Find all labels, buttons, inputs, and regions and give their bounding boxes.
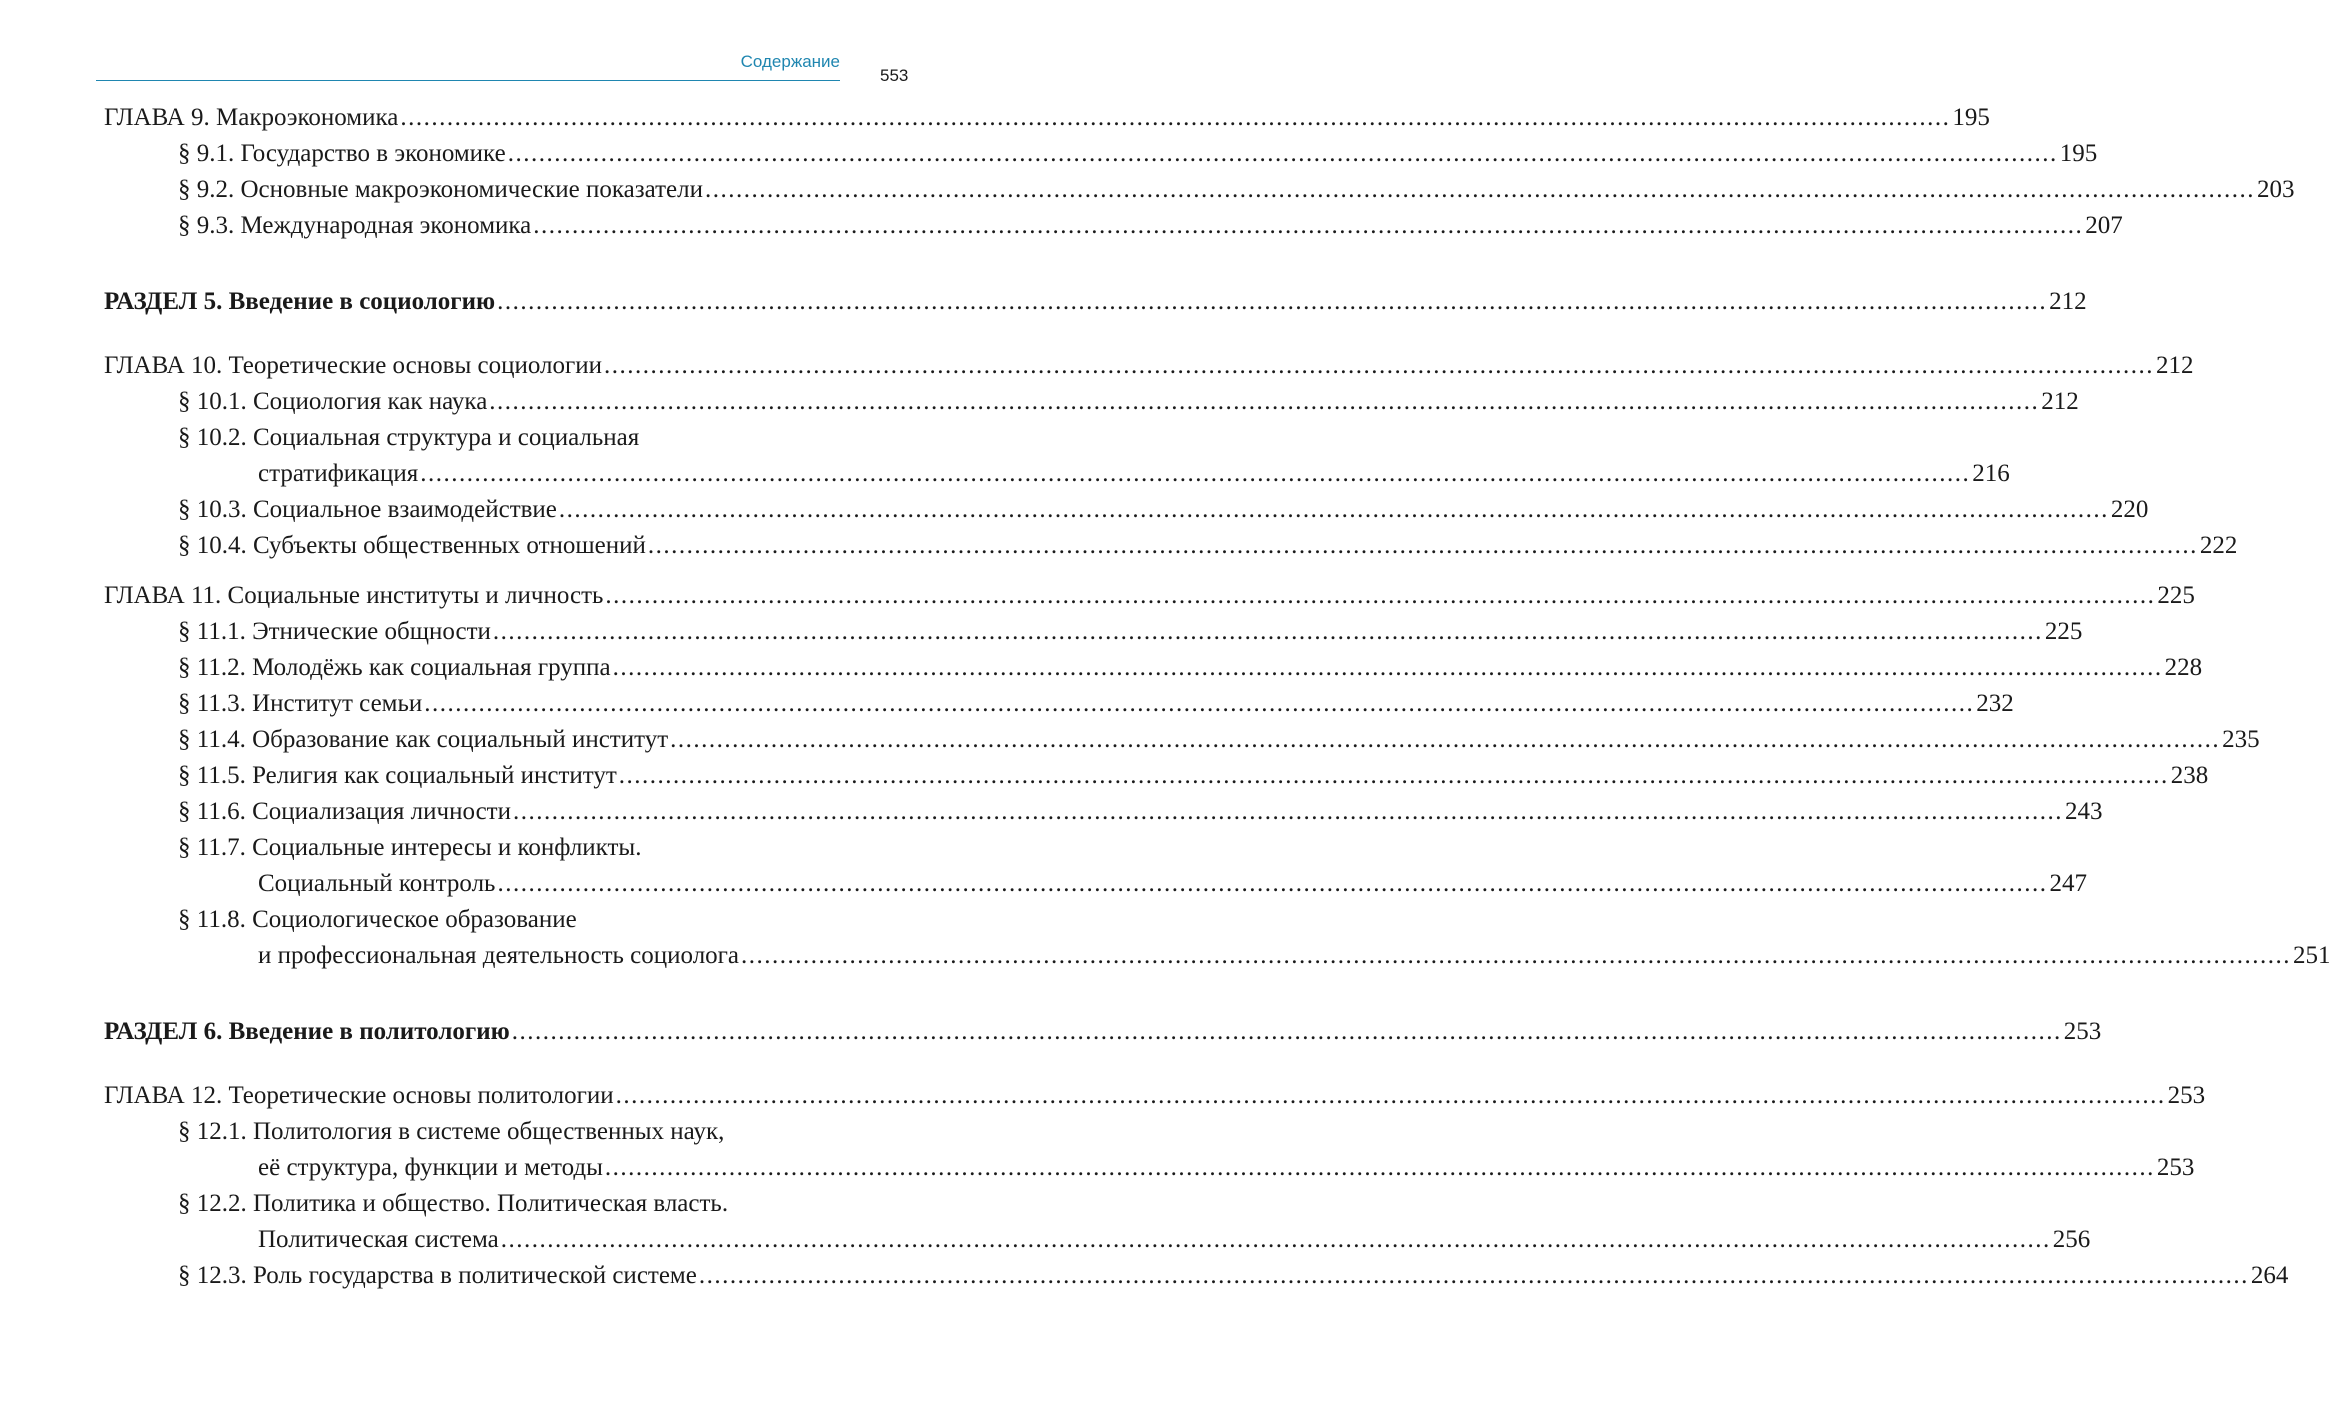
dot-leader: ........................................................................................................................................................................................................	[558, 496, 2109, 523]
toc-paragraph-9-3[interactable]	[104, 208, 2123, 244]
toc-entry-title: ГЛАВА 11. Социальные институты и личность	[104, 582, 604, 609]
dot-leader: ........................................................................................................................................................................................................	[511, 1018, 2062, 1045]
toc-entry-title: Социальный контроль	[258, 870, 496, 897]
toc-entry-title: § 12.3. Роль государства в политической системе	[178, 1262, 697, 1289]
toc-paragraph-12-3[interactable]	[104, 1258, 2289, 1294]
toc-entry-title: § 9.2. Основные макроэкономические показатели	[178, 176, 703, 203]
toc-paragraph-9-1[interactable]	[104, 136, 2098, 172]
toc-paragraph-12-1-line1[interactable]: § 12.1. Политология в системе общественных наук,	[178, 1118, 725, 1145]
dot-leader: ........................................................................................................................................................................................................	[604, 1154, 2155, 1181]
toc-paragraph-12-2[interactable]	[104, 1222, 2091, 1258]
dot-leader: ........................................................................................................................................................................................................	[612, 654, 2163, 681]
dot-leader: ........................................................................................................................................................................................................	[497, 288, 2048, 315]
toc-paragraph-11-6[interactable]	[104, 794, 2103, 830]
toc-chapter-10[interactable]	[104, 348, 2194, 384]
dot-leader: ........................................................................................................................................................................................................	[698, 1262, 2249, 1289]
dot-leader: ........................................................................................................................................................................................................	[500, 1226, 2051, 1253]
dot-leader: ........................................................................................................................................................................................................	[424, 690, 1975, 717]
toc-entry-title: ГЛАВА 9. Макроэкономика	[104, 104, 399, 131]
toc-paragraph-11-2[interactable]	[104, 650, 2203, 686]
toc-chapter-11[interactable]	[104, 578, 2195, 614]
toc-chapter-9[interactable]	[104, 100, 1990, 136]
toc-entry-page: 253	[2156, 1154, 2195, 1181]
toc-entry-page: 225	[2044, 618, 2083, 645]
toc-chapter-12[interactable]	[104, 1078, 2206, 1114]
toc-entry-page: 203	[2256, 176, 2295, 203]
toc-entry-page: 212	[2041, 388, 2079, 415]
dot-leader: ........................................................................................................................................................................................................	[615, 1082, 2166, 1109]
toc-entry-page: 207	[2085, 212, 2123, 239]
dot-leader: ........................................................................................................................................................................................................	[670, 726, 2221, 753]
running-header-title: Содержание	[740, 52, 840, 71]
toc-entry-title: и профессиональная деятельность социолога	[258, 942, 740, 969]
page-number: 553	[880, 66, 909, 85]
toc-paragraph-10-4[interactable]	[104, 528, 2238, 564]
toc-paragraph-11-7[interactable]	[104, 866, 2087, 902]
toc-entry-title: Политическая система	[258, 1226, 499, 1253]
header-rule	[96, 80, 840, 81]
toc-entry-title: § 11.2. Молодёжь как социальная группа	[178, 654, 611, 681]
toc-entry-page: 212	[2049, 288, 2087, 315]
toc-entry-title: § 10.1. Социология как наука	[178, 388, 488, 415]
toc-paragraph-10-2[interactable]	[104, 456, 2010, 492]
toc-entry-title: РАЗДЕЛ 5. Введение в социологию	[104, 288, 496, 315]
dot-leader: ........................................................................................................................................................................................................	[647, 532, 2198, 559]
toc-paragraph-12-2-line1[interactable]: § 12.2. Политика и общество. Политическая власть.	[178, 1190, 729, 1217]
toc-paragraph-11-8[interactable]	[104, 938, 2331, 974]
toc-entry-title: § 9.3. Международная экономика	[178, 212, 532, 239]
toc-entry-page: 232	[1976, 690, 2014, 717]
toc-entry-page: 243	[2064, 798, 2103, 825]
toc-entry-page: 195	[2059, 140, 2098, 167]
toc-entry-page: 247	[2049, 870, 2087, 897]
toc-paragraph-11-7-line1[interactable]: § 11.7. Социальные интересы и конфликты.	[178, 834, 642, 861]
toc-entry-title: § 10.3. Социальное взаимодействие	[178, 496, 557, 523]
dot-leader: ........................................................................................................................................................................................................	[741, 942, 2292, 969]
dot-leader: ........................................................................................................................................................................................................	[497, 870, 2048, 897]
toc-section-5[interactable]	[104, 284, 2087, 320]
toc-entry-title: § 11.4. Образование как социальный институт	[178, 726, 669, 753]
dot-leader: ........................................................................................................................................................................................................	[400, 104, 1951, 131]
toc-entry-page: 222	[2199, 532, 2238, 559]
dot-leader: ........................................................................................................................................................................................................	[704, 176, 2255, 203]
dot-leader: ........................................................................................................................................................................................................	[507, 140, 2058, 167]
toc-entry-title: РАЗДЕЛ 6. Введение в политологию	[104, 1018, 510, 1045]
toc-entry-page: 253	[2167, 1082, 2206, 1109]
toc-paragraph-11-1[interactable]	[104, 614, 2083, 650]
toc-entry-title: § 11.5. Религия как социальный институт	[178, 762, 617, 789]
toc-entry-title: § 10.4. Субъекты общественных отношений	[178, 532, 646, 559]
toc-entry-page: 228	[2164, 654, 2203, 681]
toc-entry-title: ГЛАВА 10. Теоретические основы социологии	[104, 352, 603, 379]
toc-paragraph-11-5[interactable]	[104, 758, 2209, 794]
dot-leader: ........................................................................................................................................................................................................	[420, 460, 1971, 487]
toc-entry-title: § 11.3. Институт семьи	[178, 690, 423, 717]
dot-leader: ........................................................................................................................................................................................................	[604, 352, 2155, 379]
toc-entry-page: 264	[2250, 1262, 2289, 1289]
toc-entry-page: 235	[2222, 726, 2260, 753]
toc-entry-title: ГЛАВА 12. Теоретические основы политологии	[104, 1082, 614, 1109]
toc-entry-title: стратификация	[258, 460, 419, 487]
toc-entry-page: 216	[1972, 460, 2010, 487]
toc-entry-title: её структура, функции и методы	[258, 1154, 603, 1181]
table-of-contents	[104, 100, 2331, 1294]
toc-entry-title: § 9.1. Государство в экономике	[178, 140, 506, 167]
toc-entry-page: 212	[2156, 352, 2194, 379]
toc-paragraph-10-3[interactable]	[104, 492, 2149, 528]
toc-entry-title: § 11.6. Социализация личности	[178, 798, 511, 825]
dot-leader: ........................................................................................................................................................................................................	[489, 388, 2040, 415]
dot-leader: ........................................................................................................................................................................................................	[492, 618, 2043, 645]
toc-section-6[interactable]	[104, 1014, 2102, 1050]
toc-paragraph-12-1[interactable]	[104, 1150, 2195, 1186]
toc-entry-page: 251	[2293, 942, 2331, 969]
toc-paragraph-10-1[interactable]	[104, 384, 2079, 420]
toc-entry-page: 220	[2110, 496, 2149, 523]
toc-entry-page: 238	[2170, 762, 2209, 789]
toc-entry-page: 256	[2052, 1226, 2091, 1253]
toc-paragraph-11-4[interactable]	[104, 722, 2260, 758]
toc-paragraph-10-2-line1[interactable]: § 10.2. Социальная структура и социальная	[178, 424, 640, 451]
toc-paragraph-11-3[interactable]	[104, 686, 2014, 722]
toc-entry-page: 195	[1952, 104, 1990, 131]
toc-entry-title: § 11.1. Этнические общности	[178, 618, 491, 645]
toc-entry-page: 225	[2157, 582, 2195, 609]
toc-entry-page: 253	[2063, 1018, 2102, 1045]
dot-leader: ........................................................................................................................................................................................................	[512, 798, 2063, 825]
dot-leader: ........................................................................................................................................................................................................	[618, 762, 2169, 789]
dot-leader: ........................................................................................................................................................................................................	[605, 582, 2156, 609]
dot-leader: ........................................................................................................................................................................................................	[533, 212, 2084, 239]
toc-paragraph-9-2[interactable]	[104, 172, 2295, 208]
toc-paragraph-11-8-line1[interactable]: § 11.8. Социологическое образование	[178, 906, 577, 933]
